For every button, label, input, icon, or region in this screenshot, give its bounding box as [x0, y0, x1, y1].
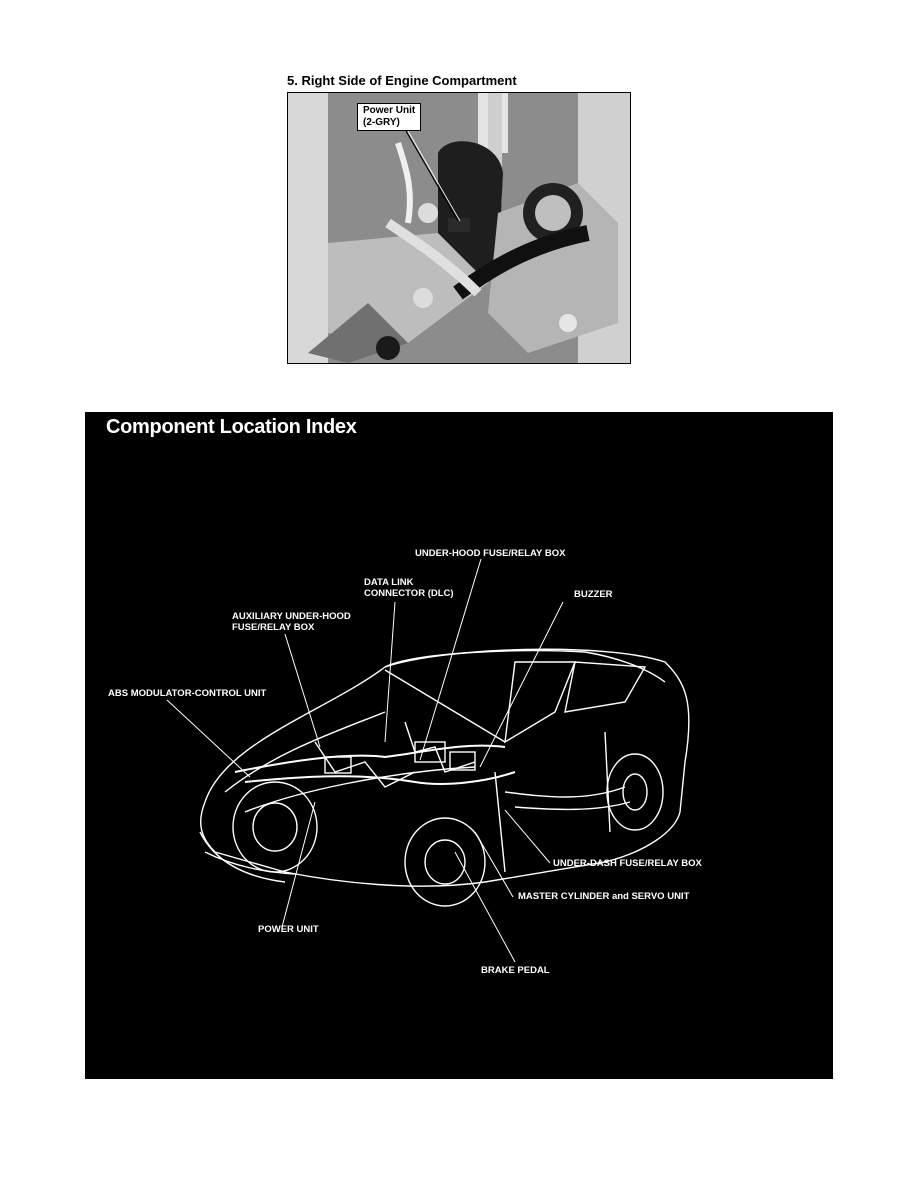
power-unit-callout [357, 103, 421, 131]
label-data-link-connector: DATA LINK CONNECTOR (DLC) [364, 577, 454, 599]
leader-dlc [385, 602, 395, 742]
leader-power-unit [282, 802, 315, 927]
label-power-unit: POWER UNIT [258, 924, 319, 935]
label-buzzer: BUZZER [574, 589, 613, 600]
engine-photo-illustration [288, 93, 631, 364]
label-abs-modulator: ABS MODULATOR-CONTROL UNIT [108, 688, 267, 699]
label-master-cylinder: MASTER CYLINDER and SERVO UNIT [518, 891, 690, 902]
leader-aux-fuse [285, 634, 320, 747]
label-under-dash-fuse-relay-box: UNDER-DASH FUSE/RELAY BOX [553, 858, 702, 869]
diagram-title: Component Location Index [106, 416, 357, 438]
label-under-hood-fuse-relay-box: UNDER-HOOD FUSE/RELAY BOX [415, 548, 566, 559]
callout-line-1: Power Unit [363, 105, 416, 116]
engine-compartment-photo [287, 92, 631, 364]
leader-master-cylinder [475, 832, 513, 897]
car-outline-illustration [85, 412, 833, 1079]
leader-abs [167, 700, 250, 777]
component-location-diagram [85, 412, 833, 1079]
leader-buzzer [480, 602, 563, 767]
label-auxiliary-fuse-relay-box: AUXILIARY UNDER-HOOD FUSE/RELAY BOX [232, 611, 351, 633]
section-heading: 5. Right Side of Engine Compartment [287, 73, 517, 88]
label-brake-pedal: BRAKE PEDAL [481, 965, 550, 976]
callout-line-2: (2-GRY) [363, 117, 400, 128]
leader-under-dash-fuse [505, 810, 550, 863]
